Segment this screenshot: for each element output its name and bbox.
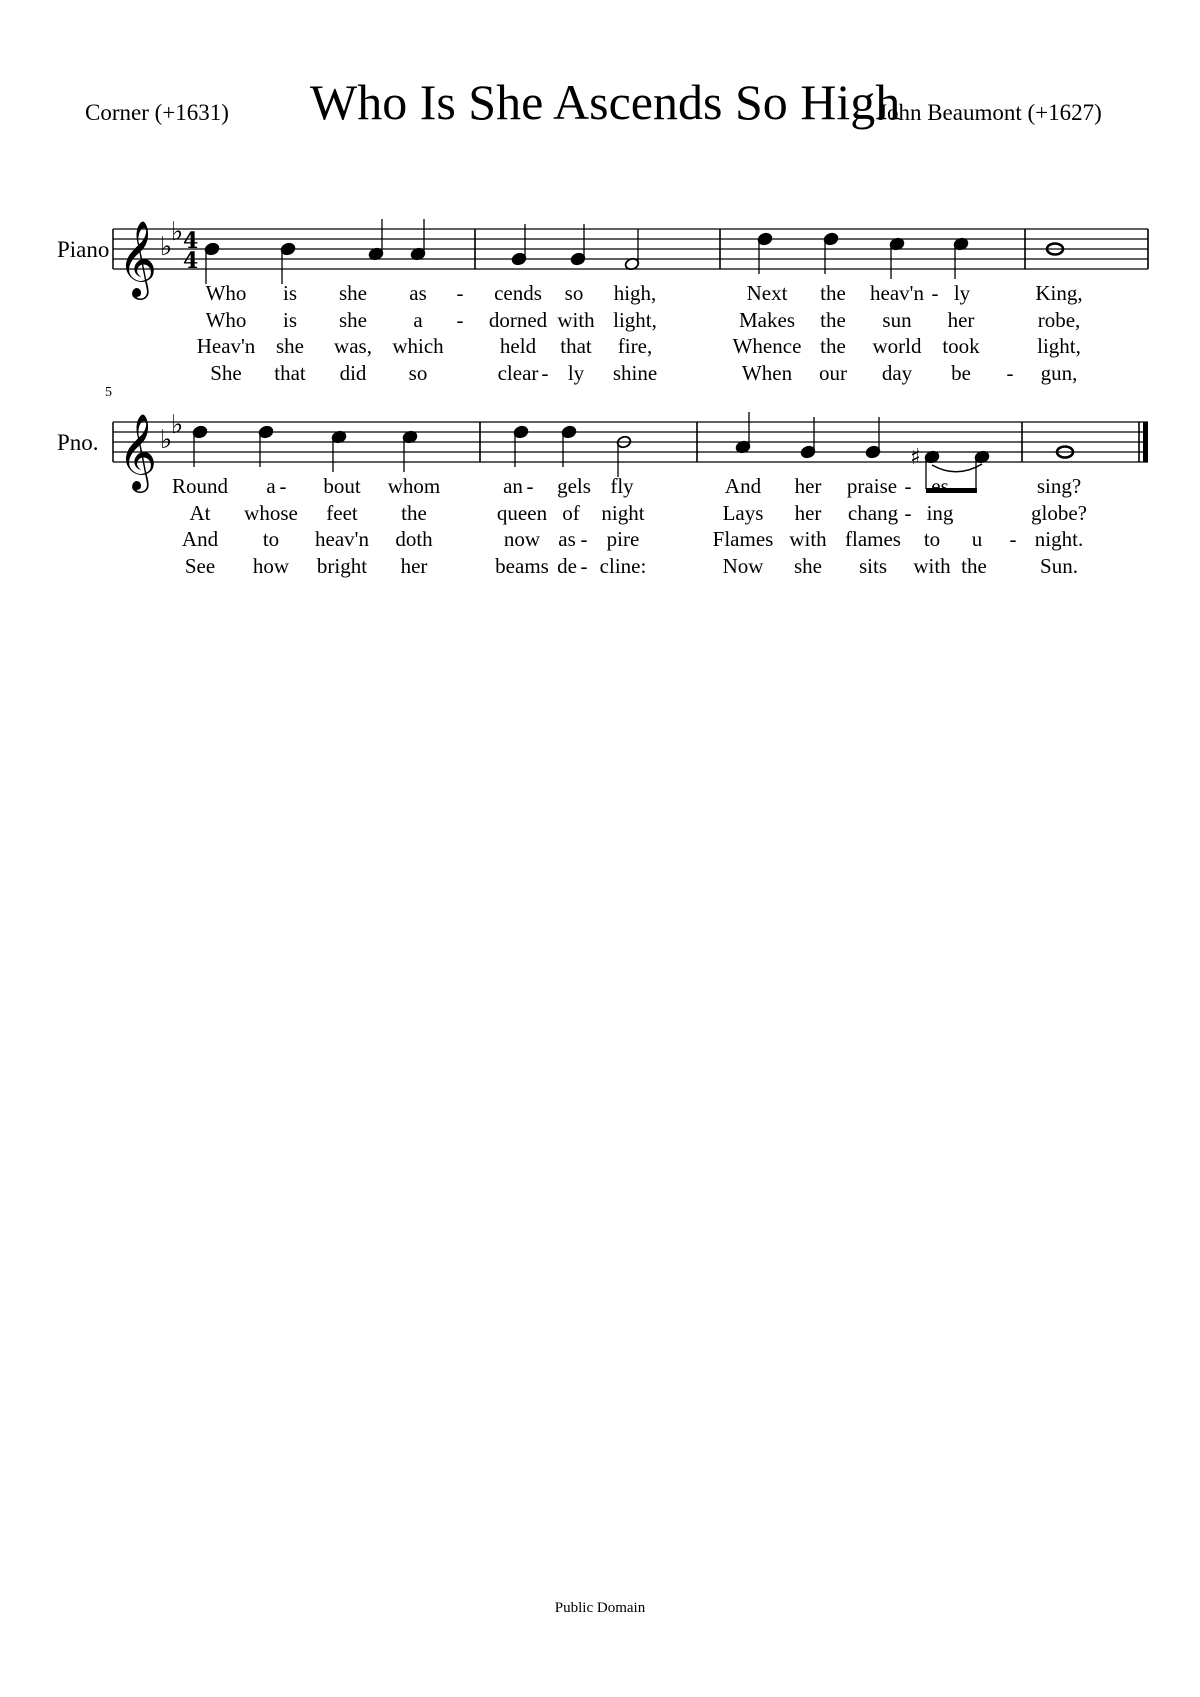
lyric-syllable: whose [244, 501, 298, 525]
lyric-syllable: high, [613, 281, 657, 305]
lyric-syllable: robe, [1037, 308, 1081, 332]
lyric-syllable: an [503, 474, 523, 498]
lyric-syllable: queen [496, 501, 548, 525]
lyric-hyphen: - [904, 474, 912, 498]
lyric-syllable: es [931, 474, 949, 498]
lyric-syllable: a [413, 308, 423, 332]
final-barline-thick [1143, 422, 1148, 462]
lyric-syllable: the [961, 554, 987, 578]
lyric-syllable: of [562, 501, 580, 525]
lyric-hyphen: - [580, 527, 588, 551]
lyric-syllable: her [947, 308, 975, 332]
lyric-syllable: Who [205, 308, 247, 332]
key-flat-icon: ♭ [171, 410, 184, 440]
lyric-syllable: day [881, 361, 913, 385]
lyric-syllable: now [503, 527, 541, 551]
lyric-syllable: praise [846, 474, 898, 498]
lyric-syllable: whom [387, 474, 441, 498]
lyric-syllable: Whence [732, 334, 802, 358]
lyric-syllable: she [339, 308, 367, 332]
lyric-syllable: the [401, 501, 427, 525]
lyric-syllable: And [181, 527, 219, 551]
lyric-syllable: heav'n [315, 527, 369, 551]
lyric-syllable: feet [326, 501, 358, 525]
lyric-syllable: pire [606, 527, 640, 551]
lyric-syllable: to [262, 527, 280, 551]
lyric-hyphen: - [904, 501, 912, 525]
lyric-syllable: fly [610, 474, 634, 498]
piece-title: Who Is She Ascends So High [310, 74, 901, 130]
lyric-syllable: sun [882, 308, 912, 332]
lyric-syllable: ing [926, 501, 954, 525]
lyric-syllable: how [252, 554, 290, 578]
lyric-syllable: beams [495, 554, 549, 578]
copyright-footer: Public Domain [554, 1600, 646, 1616]
lyric-syllable: the [820, 334, 846, 358]
composer-credit-right: John Beaumont (+1627) [878, 100, 1102, 125]
lyric-syllable: Who [205, 281, 247, 305]
lyric-syllable: is [282, 281, 298, 305]
lyric-hyphen: - [580, 554, 588, 578]
lyric-syllable: as [558, 527, 576, 551]
lyric-syllable: that [560, 334, 592, 358]
lyric-hyphen: - [541, 361, 549, 385]
lyric-syllable: fire, [617, 334, 653, 358]
lyric-syllable: a [266, 474, 276, 498]
time-signature-top: 4 [183, 228, 199, 254]
treble-clef-icon: 𝄞 [118, 220, 158, 297]
lyric-syllable: light, [1037, 334, 1081, 358]
lyric-syllable: At [189, 501, 211, 525]
lyric-syllable: light, [613, 308, 657, 332]
key-flat-icon: ♭ [171, 217, 184, 247]
lyric-syllable: the [820, 308, 846, 332]
lyric-syllable: as [409, 281, 427, 305]
lyric-syllable: Round [171, 474, 229, 498]
lyric-syllable: cline: [599, 554, 647, 578]
lyric-syllable: did [339, 361, 367, 385]
lyric-syllable: chang [847, 501, 899, 525]
lyric-hyphen: - [526, 474, 534, 498]
lyric-syllable: doth [395, 527, 433, 551]
lyric-syllable: with [789, 527, 827, 551]
lyric-syllable: that [274, 361, 306, 385]
instrument-short-name: Pno. [57, 430, 99, 455]
lyric-hyphen: - [1006, 361, 1014, 385]
lyric-syllable: night. [1034, 527, 1084, 551]
lyric-syllable: which [392, 334, 444, 358]
lyric-syllable: the [820, 281, 846, 305]
lyric-syllable: When [741, 361, 793, 385]
lyric-syllable: ly [953, 281, 971, 305]
lyric-syllable: ly [567, 361, 585, 385]
lyric-syllable: is [282, 308, 298, 332]
lyric-syllable: flames [845, 527, 901, 551]
lyric-syllable: gun, [1040, 361, 1078, 385]
lyric-syllable: Now [722, 554, 764, 578]
lyric-syllable: was, [334, 334, 372, 358]
lyric-syllable: her [794, 501, 822, 525]
lyric-syllable: sing? [1036, 474, 1082, 498]
lyric-syllable: See [184, 554, 216, 578]
lyric-syllable: Next [746, 281, 788, 305]
lyric-syllable: cends [494, 281, 542, 305]
lyric-hyphen: - [931, 281, 939, 305]
treble-clef-icon: 𝄞 [118, 413, 158, 490]
time-signature-bottom: 4 [183, 248, 199, 274]
lyric-syllable: with [913, 554, 951, 578]
lyric-hyphen: - [279, 474, 287, 498]
lyric-syllable: She [210, 361, 242, 385]
lyric-syllable: And [724, 474, 762, 498]
lyric-syllable: so [408, 361, 428, 385]
slur [932, 464, 982, 472]
lyric-syllable: night [601, 501, 645, 525]
lyric-syllable: to [923, 527, 941, 551]
lyric-hyphen: - [1009, 527, 1017, 551]
lyric-syllable: she [276, 334, 304, 358]
lyric-syllable: globe? [1031, 501, 1087, 525]
lyric-syllable: her [400, 554, 428, 578]
lyric-syllable: took [942, 334, 980, 358]
key-flat-icon: ♭ [160, 232, 173, 262]
lyric-syllable: Lays [722, 501, 764, 525]
sharp-icon: ♯ [910, 445, 921, 470]
lyric-syllable: world [872, 334, 922, 358]
lyric-syllable: sits [858, 554, 888, 578]
lyric-syllable: be [951, 361, 971, 385]
lyric-syllable: our [819, 361, 847, 385]
measure-number: 5 [105, 385, 112, 400]
composer-credit-left: Corner (+1631) [85, 100, 229, 125]
lyric-syllable: dorned [488, 308, 548, 332]
lyric-syllable: clear [497, 361, 539, 385]
lyric-syllable: bout [323, 474, 361, 498]
key-flat-icon: ♭ [160, 425, 173, 455]
lyric-syllable: Sun. [1040, 554, 1078, 578]
lyric-syllable: Heav'n [196, 334, 256, 358]
lyric-syllable: held [499, 334, 537, 358]
lyric-syllable: de [557, 554, 577, 578]
instrument-name: Piano [57, 237, 110, 262]
lyric-syllable: bright [316, 554, 368, 578]
lyric-hyphen: - [456, 281, 464, 305]
lyric-syllable: so [564, 281, 584, 305]
lyric-syllable: Flames [712, 527, 774, 551]
lyric-syllable: gels [557, 474, 591, 498]
lyric-syllable: with [557, 308, 595, 332]
lyric-syllable: she [339, 281, 367, 305]
lyric-hyphen: - [456, 308, 464, 332]
lyric-syllable: shine [612, 361, 658, 385]
lyric-syllable: her [794, 474, 822, 498]
lyric-syllable: heav'n [870, 281, 924, 305]
music-score [0, 0, 1200, 700]
lyric-syllable: King, [1035, 281, 1083, 305]
lyric-syllable: u [971, 527, 983, 551]
lyric-syllable: she [794, 554, 822, 578]
lyric-syllable: Makes [739, 308, 795, 332]
